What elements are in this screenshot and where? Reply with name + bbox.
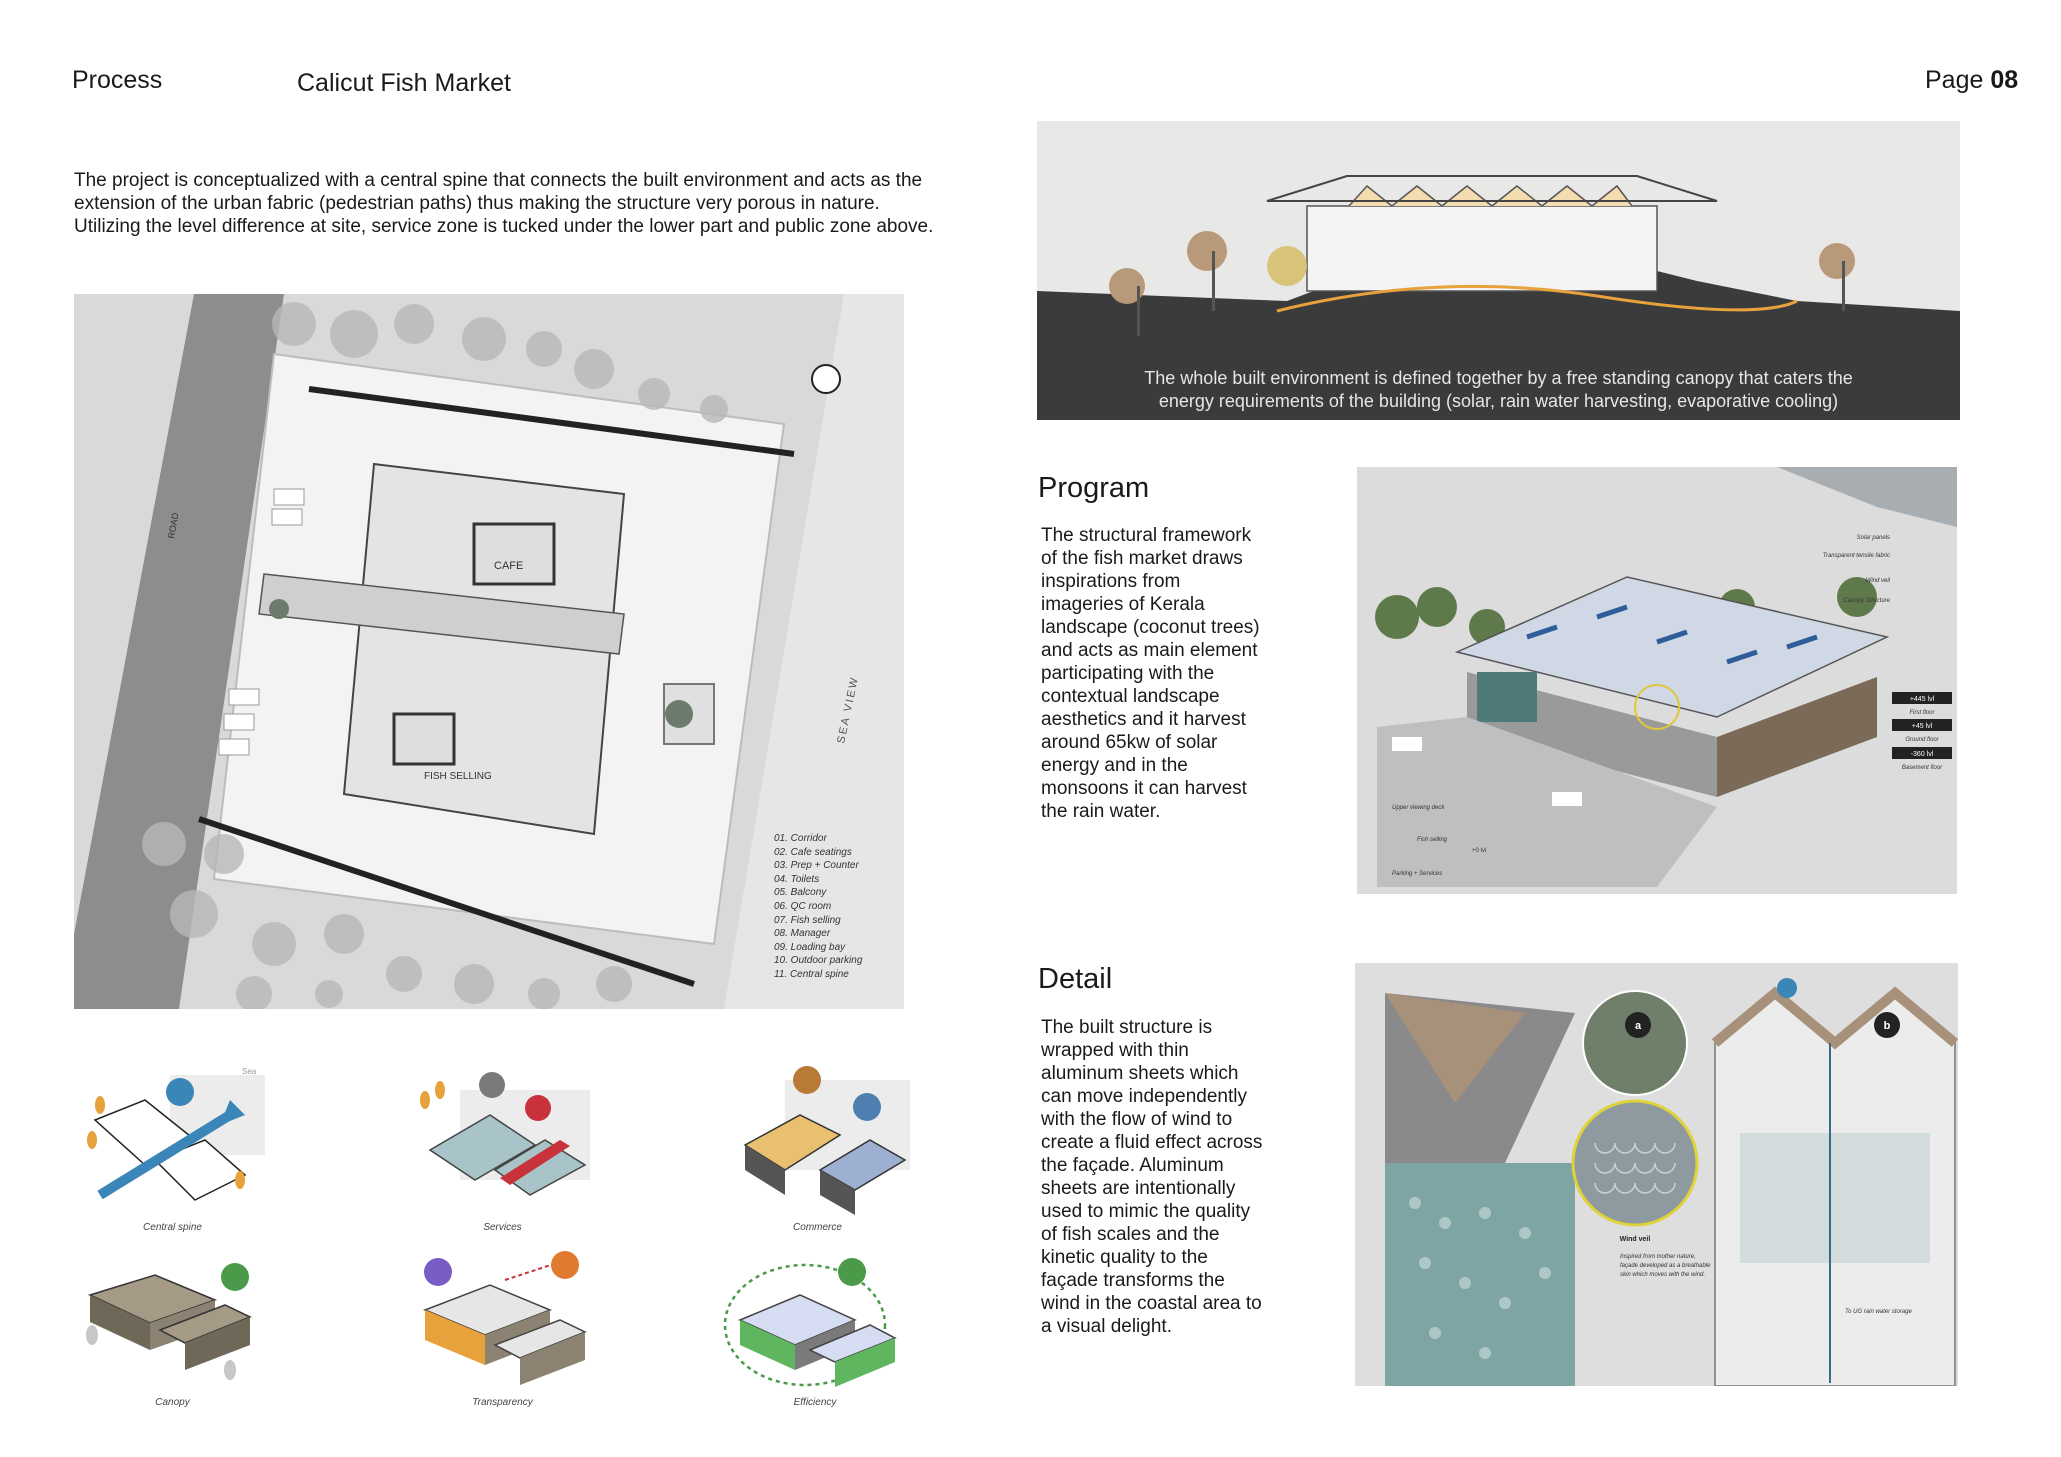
text-line: wrapped with thin <box>1041 1040 1189 1061</box>
tag-level2: +45 lvl <box>1911 723 1933 730</box>
tag-wind-veil: Wind veil <box>1619 1236 1651 1243</box>
text-line: inspirations from <box>1041 571 1181 592</box>
rain-icon <box>1777 978 1797 998</box>
intro-line: extension of the urban fabric (pedestrian paths) thus making the structure very porous in nature. <box>74 193 880 214</box>
marker-b-label: b <box>1883 1020 1891 1032</box>
text-line: contextual landscape <box>1041 686 1220 707</box>
detail-heading: Detail <box>1038 963 1113 995</box>
fish-selling-label: FISH SELLING <box>424 771 492 782</box>
section-caption-line: energy requirements of the building (solar, rain water harvesting, evaporative cooling) <box>1158 391 1839 411</box>
tag-parking: Parking + Services <box>1392 871 1443 877</box>
tag-ground-floor: Ground floor <box>1905 737 1939 743</box>
sun-energy-icon <box>838 1258 866 1286</box>
section-label: Process <box>72 66 163 94</box>
text-line: used to mimic the quality <box>1041 1201 1251 1222</box>
page-title: Calicut Fish Market <box>297 69 511 97</box>
program-axonometric <box>1357 467 1957 894</box>
services-illustration <box>410 1060 595 1220</box>
cafe-label: CAFE <box>494 560 524 572</box>
tag-note-2: façade developed as a breathable <box>1620 1263 1711 1269</box>
legend-item: 06. QC room <box>774 900 832 912</box>
diagram-canopy <box>80 1255 265 1408</box>
intro-line: The project is conceptualized with a central spine that connects the built environment and acts as the <box>74 170 923 191</box>
tag-level1: +445 lvl <box>1909 696 1935 703</box>
detail-drawing <box>1355 963 1958 1386</box>
fish-icon <box>525 1095 551 1121</box>
tag-canopy: Canopy Structure <box>1843 598 1890 604</box>
marker-a-label: a <box>1634 1020 1642 1032</box>
page-label: Page <box>1925 66 1984 94</box>
diagram-services <box>410 1060 595 1233</box>
text-line: kinetic quality to the <box>1041 1247 1208 1268</box>
text-line: The built structure is <box>1041 1017 1213 1038</box>
tag-level0: +0 lvl <box>1472 848 1487 854</box>
text-line: with the flow of wind to <box>1041 1109 1233 1130</box>
text-line: of the fish market draws <box>1041 548 1243 569</box>
tag-level3: -360 lvl <box>1910 751 1934 758</box>
page-number <box>1925 66 2018 95</box>
tag-wind-veil: Wind veil <box>1865 578 1890 584</box>
legend-item: 04. Toilets <box>774 873 820 885</box>
tag-first-floor: First floor <box>1909 710 1935 716</box>
tree-icon <box>221 1263 249 1291</box>
efficiency-illustration <box>720 1250 910 1395</box>
text-line: aesthetics and it harvest <box>1041 709 1246 730</box>
text-line: around 65kw of solar <box>1041 732 1218 753</box>
text-line: imageries of Kerala <box>1041 594 1205 615</box>
diagram-caption: Efficiency <box>793 1397 837 1408</box>
text-line: the rain water. <box>1041 801 1161 822</box>
site-plan <box>74 294 904 1009</box>
intro-line: Utilizing the level difference at site, service zone is tucked under the lower part and public zone above. <box>74 216 934 237</box>
building-body <box>1307 206 1657 291</box>
detail-image <box>1355 963 1958 1386</box>
legend-item: 05. Balcony <box>774 887 827 899</box>
legend-item: 08. Manager <box>774 928 831 940</box>
text-line: landscape (coconut trees) <box>1041 617 1260 638</box>
tag-solar-panels: Solar panels <box>1856 535 1890 541</box>
legend-item: 09. Loading bay <box>774 941 846 953</box>
section-caption <box>1037 367 1960 413</box>
legend-item: 11. Central spine <box>774 968 849 980</box>
tag-upper-deck: Upper viewing deck <box>1392 805 1445 811</box>
canopy-illustration <box>80 1255 265 1395</box>
program-heading: Program <box>1038 472 1150 504</box>
text-line: of fish scales and the <box>1041 1224 1220 1245</box>
text-line: a visual delight. <box>1041 1316 1172 1337</box>
tag-storage: To UG rain water storage <box>1845 1309 1912 1315</box>
text-line: create a fluid effect across <box>1041 1132 1263 1153</box>
text-line: wind in the coastal area to <box>1041 1293 1262 1314</box>
legend-item: 03. Prep + Counter <box>774 860 859 872</box>
legend-item: 10. Outdoor parking <box>774 955 863 967</box>
diagram-transparency <box>410 1250 595 1408</box>
car-icon <box>479 1072 505 1098</box>
text-line: and acts as main element <box>1041 640 1258 661</box>
food-icon <box>793 1066 821 1094</box>
diagram-caption: Commerce <box>793 1222 842 1233</box>
legend-item: 07. Fish selling <box>774 914 841 926</box>
text-line: energy and in the <box>1041 755 1188 776</box>
program-text <box>1041 524 1291 823</box>
diagram-central-spine <box>80 1060 265 1233</box>
section-image <box>1037 121 1960 420</box>
section-caption-line: The whole built environment is defined together by a free standing canopy that caters the <box>1144 368 1853 388</box>
fish-icon <box>853 1093 881 1121</box>
diagram-caption: Central spine <box>143 1222 202 1233</box>
tag-note-1: Inspired from mother nature, <box>1620 1254 1696 1260</box>
sea-view-label: SEA VIEW <box>835 675 862 745</box>
legend-item: 02. Cafe seatings <box>774 846 852 858</box>
diagram-efficiency <box>720 1250 910 1408</box>
diagram-caption: Canopy <box>155 1397 190 1408</box>
road-label: ROAD <box>166 511 181 540</box>
central-spine-illustration <box>80 1060 265 1220</box>
tag-note-3: skin which moves with the wind. <box>1620 1272 1706 1278</box>
wind-icon <box>424 1258 452 1286</box>
sea-tag: Sea <box>242 1067 257 1076</box>
transparency-illustration <box>410 1250 595 1395</box>
north-arrow-icon <box>812 365 840 393</box>
tag-basement: Basement floor <box>1901 765 1943 771</box>
intro-paragraph <box>74 169 974 238</box>
fish-inset <box>1583 991 1687 1095</box>
detail-text <box>1041 1016 1291 1338</box>
legend-item: 01. Corridor <box>774 833 827 844</box>
diagram-caption: Services <box>483 1222 522 1233</box>
page-number-value: 08 <box>1990 66 2019 94</box>
sun-icon <box>551 1251 579 1279</box>
text-line: can move independently <box>1041 1086 1247 1107</box>
diagram-commerce <box>725 1055 910 1233</box>
text-line: façade transforms the <box>1041 1270 1225 1291</box>
text-line: sheets are intentionally <box>1041 1178 1236 1199</box>
diagram-caption: Transparency <box>472 1397 533 1408</box>
plan-legend <box>774 832 862 982</box>
text-line: participating with the <box>1041 663 1215 684</box>
text-line: monsoons it can harvest <box>1041 778 1247 799</box>
text-line: aluminum sheets which <box>1041 1063 1239 1084</box>
tag-tensile: Transparent tensile fabric <box>1822 553 1890 559</box>
text-line: The structural framework <box>1041 525 1252 546</box>
commerce-illustration <box>725 1055 910 1220</box>
text-line: the façade. Aluminum <box>1041 1155 1224 1176</box>
axonometric-drawing <box>1357 467 1957 894</box>
tag-fish-selling: Fish selling <box>1417 837 1448 843</box>
pedestrian-icon <box>166 1078 194 1106</box>
